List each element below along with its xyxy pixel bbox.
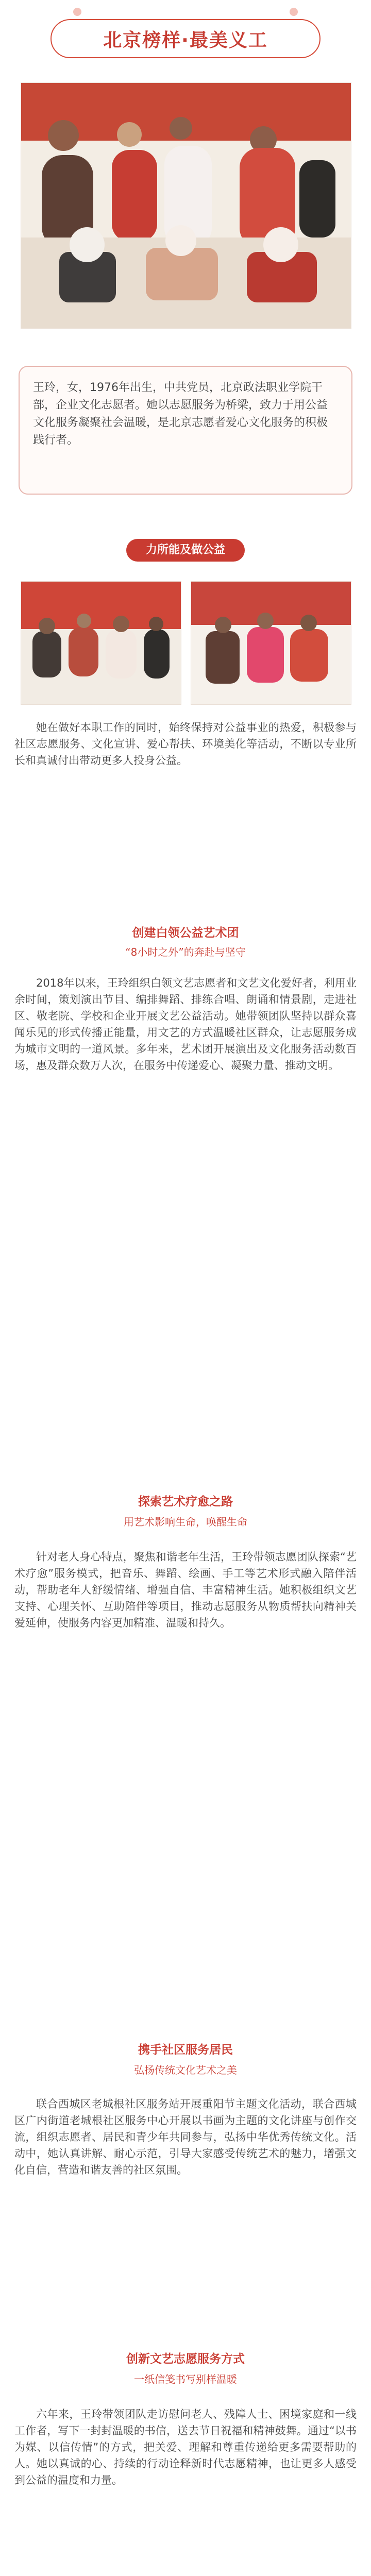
section4-paragraph: 六年来，王玲带领团队走访慰问老人、残障人士、困境家庭和一线工作者，写下一封封温暖的书信，送去节日祝福和精神鼓舞。通过“以书为媒、以信传情”的方式，把关爱、理解和尊重传递给更多需要帮助的人。她以真诚的心、持续的行动诠释新时代志愿精神，也让更多人感受到公益的温度和力量。 — [14, 2408, 357, 2486]
section2-paragraph: 针对老人身心特点，聚焦和谐老年生活，王玲带领志愿团队探索“艺术疗愈”服务模式，把音乐、舞蹈、绘画、手工等艺术形式融入陪伴活动，帮助老年人舒缓情绪、增强自信、丰富精神生活。她积极组织文艺支持、心理关怀、互助陪伴等项目，推动志愿服务从物质帮扶向精神关爱延伸，使服务内容更加精准、温暖和持久。 — [14, 1551, 357, 1629]
section2-title: 探索艺术疗愈之路 — [138, 1495, 233, 1509]
section1-subtitle: “8小时之外”的奔赴与坚守 — [125, 946, 246, 958]
title-banner — [0, 0, 371, 77]
section1-paragraph: 2018年以来，王玲组织白领文艺志愿者和文艺文化爱好者，利用业余时间，策划演出节目、编排舞蹈、排练合唱、朗诵和情景剧，走进社区、敬老院、学校和企业开展文艺公益活动。她带领团队坚持以群众喜闻乐见的形式传播正能量，用文艺的方式温暖社区群众，让志愿服务成为城市文明的一道风景。多年来，艺术团开展演出及文化服务活动数百场，惠及群众数万人次，在服务中传递爱心、凝聚力量、推动文明。 — [14, 977, 357, 1072]
section-intro-paragraph: 她在做好本职工作的同时，始终保持对公益事业的热爱，积极参与社区志愿服务、文化宣讲、爱心帮扶、环境美化等活动，不断以专业所长和真诚付出带动更多人投身公益。 — [14, 721, 357, 767]
intro-text: 王玲，女，1976年出生，中共党员，北京政法职业学院干部，企业文化志愿者。她以志愿服务为桥梁，致力于用公益文化服务凝聚社会温暖，是北京志愿者爱心文化服务的积极践行者。 — [33, 381, 328, 447]
section4-subtitle: 一纸信笺书写别样温暖 — [134, 2373, 237, 2385]
activity-photo-right — [191, 581, 351, 705]
hero-photo-illustration — [21, 83, 351, 328]
section-pill: 力所能及做公益 — [126, 539, 245, 562]
section3-paragraph: 联合西城区老城根社区服务站开展重阳节主题文化活动，联合西城区广内街道老城根社区服务中心开展以书画为主题的文化讲座与创作交流，组织志愿者、居民和青少年共同参与，弘扬中华优秀传统文化。活动中，她认真讲解、耐心示范，引导大家感受传统艺术的魅力，增强文化自信，营造和谐友善的社区氛围。 — [14, 2098, 357, 2176]
activity-photo-left-illustration — [21, 582, 181, 704]
section3-title: 携手社区服务居民 — [138, 2043, 233, 2057]
activity-photo-right-illustration — [191, 582, 351, 704]
section4-title: 创新文艺志愿服务方式 — [126, 2352, 245, 2366]
hero-photo — [21, 82, 351, 329]
page-title: 北京榜样·最美义工 — [103, 29, 268, 51]
activity-photo-left — [21, 581, 181, 705]
section3-subtitle: 弘扬传统文化艺术之美 — [134, 2064, 237, 2076]
intro-card — [19, 366, 352, 495]
title-frame — [50, 19, 321, 58]
section2-subtitle: 用艺术影响生命，唤醒生命 — [124, 1516, 247, 1528]
section1-title: 创建白领公益艺术团 — [132, 926, 239, 940]
